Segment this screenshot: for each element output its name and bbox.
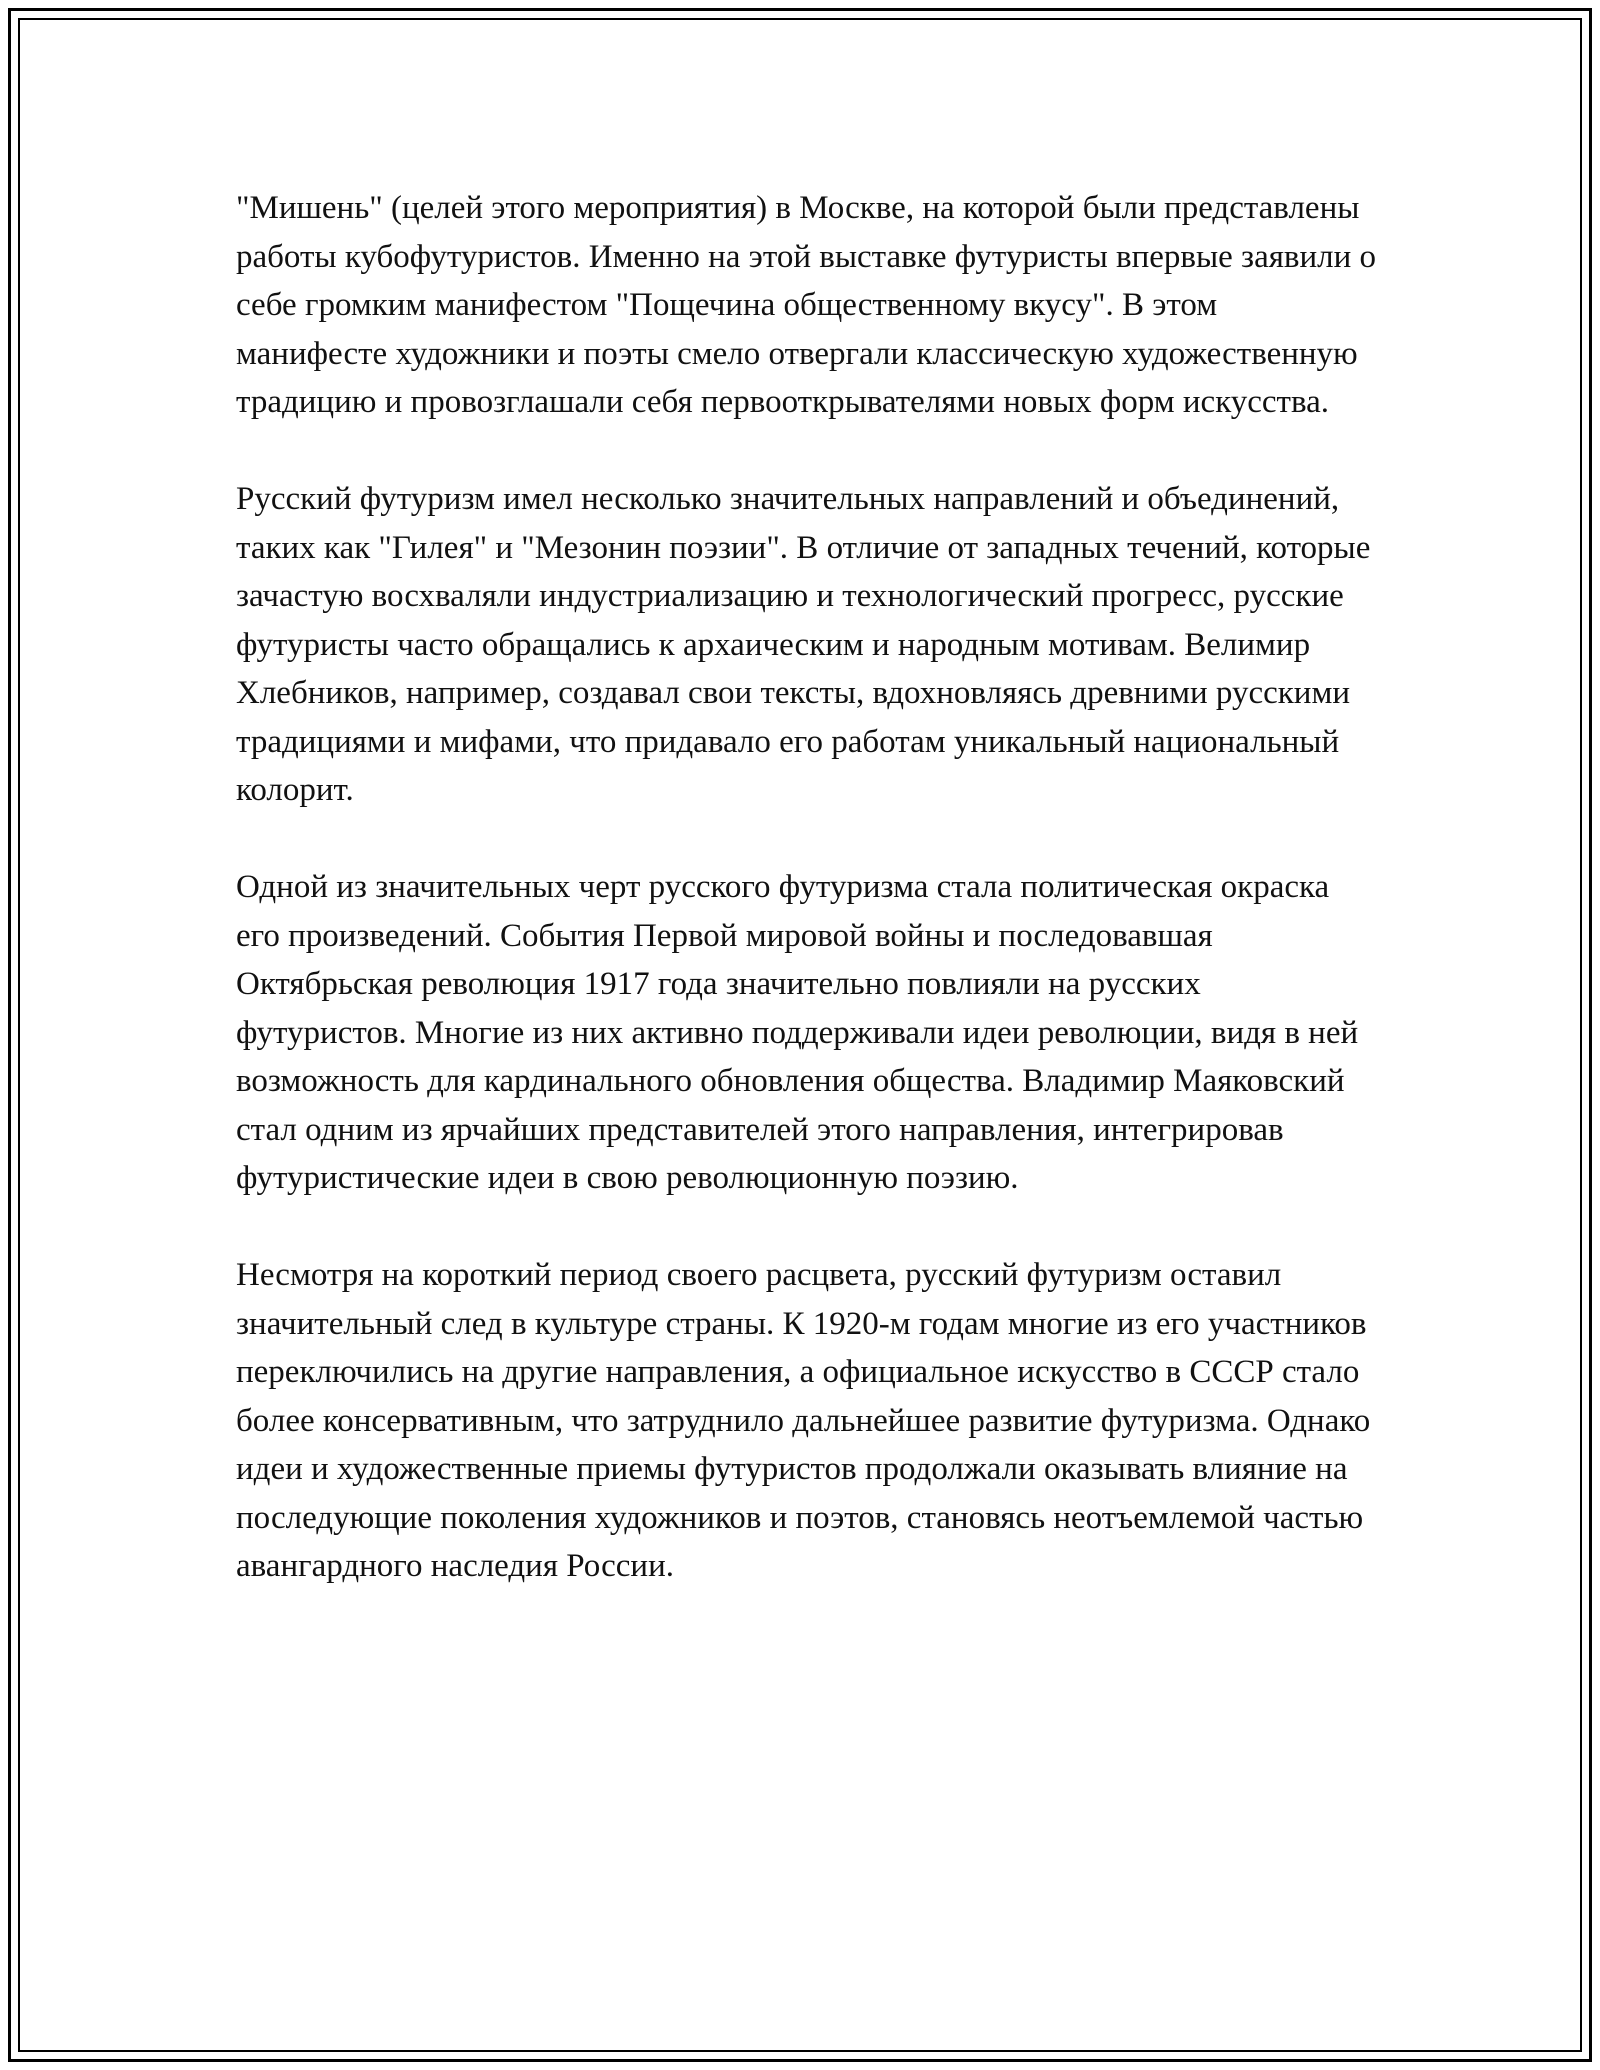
paragraph-3: Одной из значительных черт русского футуризма стала политическая окраска его произведений. События Первой мировой войны и последовавшая Октябрьская революция 1917 года значительно повлияли на русских футуристов. Многие из них активно поддерживали идеи революции, видя в ней возможность для кардинального обновления общества. Владимир Маяковский стал одним из ярчайших представителей этого направления, интегрировав футуристические идеи в свою революционную поэзию. [236,869,1359,1196]
paragraph-1: "Мишень" (целей этого мероприятия) в Москве, на которой были представлены работы кубофутуристов. Именно на этой выставке футуристы впервые заявили о себе громким манифестом "Пощечина общественному вкусу". В этом манифесте художники и поэты смело отвергали классическую художественную традицию и провозглашали себя первооткрывателями новых форм искусства. [236,190,1377,420]
document-body [236,184,1376,1639]
paragraph-4: Несмотря на короткий период своего расцвета, русский футуризм оставил значительный след в культуре страны. К 1920-м годам многие из его участников переключились на другие направления, а официальное искусство в СССР стало более консервативным, что затруднило дальнейшее развитие футуризма. Однако идеи и художественные приемы футуристов продолжали оказывать влияние на последующие поколения художников и поэтов, становясь неотъемлемой частью авангардного наследия России. [236,1257,1371,1584]
paragraph-2: Русский футуризм имел несколько значительных направлений и объединений, таких как "Гилея" и "Мезонин поэзии". В отличие от западных течений, которые зачастую восхваляли индустриализацию и технологический прогресс, русские футуристы часто обращались к архаическим и народным мотивам. Велимир Хлебников, например, создавал свои тексты, вдохновляясь древними русскими традициями и мифами, что придавало его работам уникальный национальный колорит. [236,481,1371,808]
